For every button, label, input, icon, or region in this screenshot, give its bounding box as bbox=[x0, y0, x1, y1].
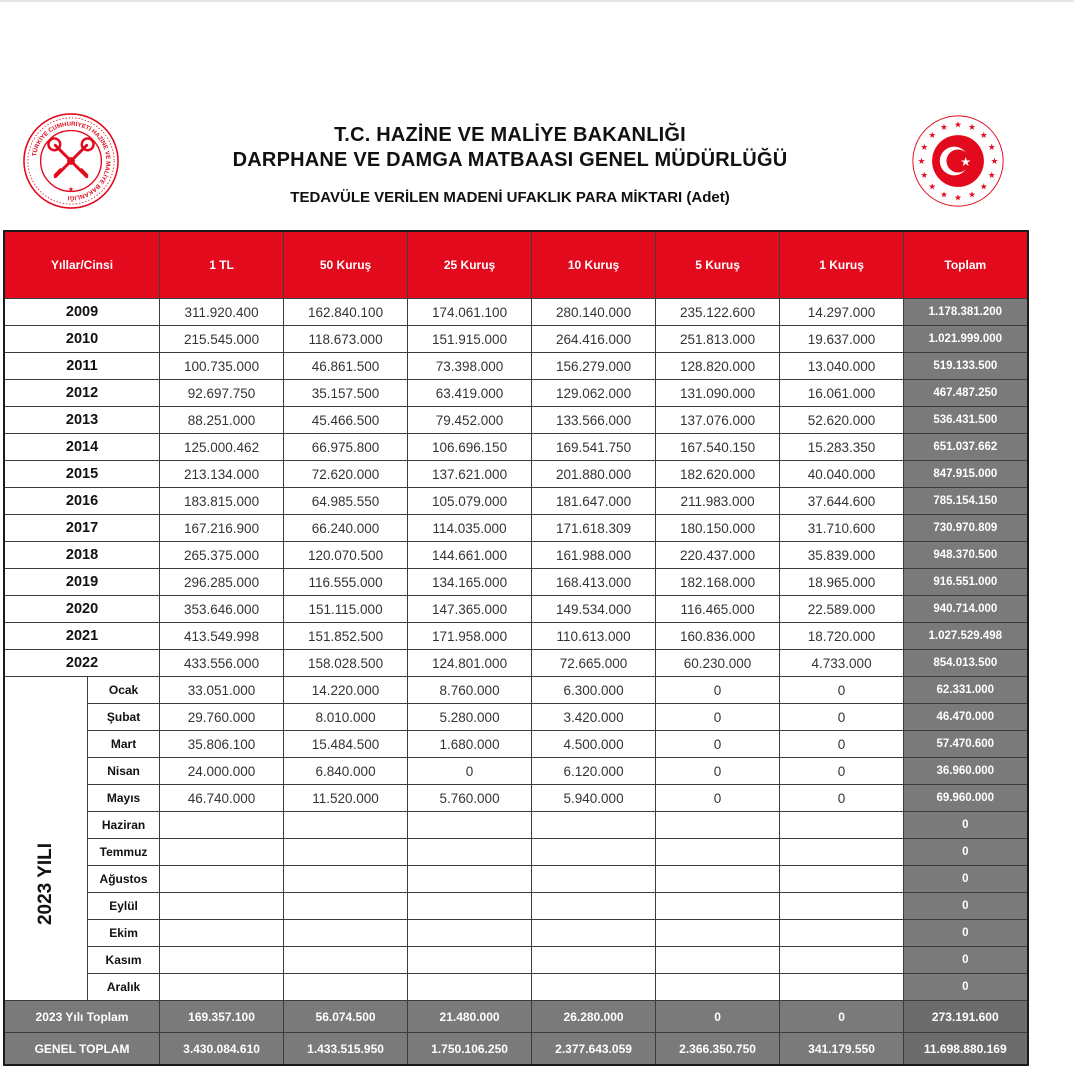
value-cell: 144.661.000 bbox=[408, 542, 532, 569]
row-total-cell: 0 bbox=[904, 920, 1028, 947]
value-cell bbox=[160, 812, 284, 839]
year-cell: 2018 bbox=[4, 542, 160, 569]
value-cell bbox=[160, 920, 284, 947]
value-cell bbox=[656, 866, 780, 893]
table-row-month bbox=[4, 974, 1028, 1001]
value-cell: 19.637.000 bbox=[780, 326, 904, 353]
value-cell bbox=[160, 839, 284, 866]
row-total-cell: 69.960.000 bbox=[904, 785, 1028, 812]
table-row-year bbox=[4, 596, 1028, 623]
value-cell: 18.720.000 bbox=[780, 623, 904, 650]
table-row-month bbox=[4, 785, 1028, 812]
table-row-month bbox=[4, 893, 1028, 920]
table-row-month bbox=[4, 947, 1028, 974]
value-cell: 151.915.000 bbox=[408, 326, 532, 353]
table-row-month bbox=[4, 812, 1028, 839]
year-cell: 2014 bbox=[4, 434, 160, 461]
svg-text:★: ★ bbox=[960, 153, 972, 169]
value-cell: 0 bbox=[656, 758, 780, 785]
seal-star-icon: ★ bbox=[987, 170, 996, 181]
row-total-cell: 0 bbox=[904, 893, 1028, 920]
summary-value-cell: 0 bbox=[656, 1001, 780, 1033]
table-row-month bbox=[4, 758, 1028, 785]
summary-value-cell: 1.433.515.950 bbox=[284, 1033, 408, 1066]
value-cell: 24.000.000 bbox=[160, 758, 284, 785]
month-cell: Mart bbox=[88, 731, 160, 758]
seal-star-icon: ★ bbox=[968, 123, 976, 134]
ministry-seal-logo bbox=[22, 112, 120, 210]
value-cell bbox=[160, 866, 284, 893]
year-cell: 2012 bbox=[4, 380, 160, 407]
coin-circulation-table bbox=[3, 230, 1029, 1066]
seal-star-icon: ★ bbox=[968, 190, 976, 201]
value-cell: 128.820.000 bbox=[656, 353, 780, 380]
year-cell: 2015 bbox=[4, 461, 160, 488]
value-cell: 182.168.000 bbox=[656, 569, 780, 596]
column-header: 5 Kuruş bbox=[656, 231, 780, 299]
value-cell: 100.735.000 bbox=[160, 353, 284, 380]
column-header: 10 Kuruş bbox=[532, 231, 656, 299]
value-cell: 167.216.900 bbox=[160, 515, 284, 542]
value-cell bbox=[532, 947, 656, 974]
row-total-cell: 0 bbox=[904, 839, 1028, 866]
column-header: Yıllar/Cinsi bbox=[4, 231, 160, 299]
value-cell: 5.940.000 bbox=[532, 785, 656, 812]
value-cell bbox=[656, 893, 780, 920]
value-cell: 168.413.000 bbox=[532, 569, 656, 596]
value-cell: 5.760.000 bbox=[408, 785, 532, 812]
value-cell: 311.920.400 bbox=[160, 299, 284, 326]
row-total-cell: 62.331.000 bbox=[904, 677, 1028, 704]
top-divider bbox=[0, 0, 1074, 2]
value-cell bbox=[780, 893, 904, 920]
value-cell: 52.620.000 bbox=[780, 407, 904, 434]
table-row-year bbox=[4, 569, 1028, 596]
value-cell: 35.806.100 bbox=[160, 731, 284, 758]
value-cell: 35.157.500 bbox=[284, 380, 408, 407]
value-cell: 110.613.000 bbox=[532, 623, 656, 650]
value-cell: 22.589.000 bbox=[780, 596, 904, 623]
row-total-cell: 948.370.500 bbox=[904, 542, 1028, 569]
seal-star-icon: ★ bbox=[920, 142, 929, 153]
year-cell: 2019 bbox=[4, 569, 160, 596]
value-cell bbox=[160, 893, 284, 920]
value-cell bbox=[284, 920, 408, 947]
column-header: 1 Kuruş bbox=[780, 231, 904, 299]
value-cell: 114.035.000 bbox=[408, 515, 532, 542]
month-cell: Ağustos bbox=[88, 866, 160, 893]
value-cell: 88.251.000 bbox=[160, 407, 284, 434]
table-row-year bbox=[4, 434, 1028, 461]
value-cell: 280.140.000 bbox=[532, 299, 656, 326]
seal-star-icon: ★ bbox=[928, 182, 937, 193]
table-row-month bbox=[4, 920, 1028, 947]
month-cell: Şubat bbox=[88, 704, 160, 731]
summary-value-cell: 21.480.000 bbox=[408, 1001, 532, 1033]
value-cell: 180.150.000 bbox=[656, 515, 780, 542]
value-cell bbox=[532, 920, 656, 947]
year-cell: 2013 bbox=[4, 407, 160, 434]
value-cell: 171.618.309 bbox=[532, 515, 656, 542]
value-cell: 181.647.000 bbox=[532, 488, 656, 515]
value-cell: 0 bbox=[656, 785, 780, 812]
value-cell bbox=[408, 893, 532, 920]
row-total-cell: 1.027.529.498 bbox=[904, 623, 1028, 650]
seal-star-icon: ★ bbox=[928, 131, 937, 142]
value-cell: 29.760.000 bbox=[160, 704, 284, 731]
table-row-year bbox=[4, 515, 1028, 542]
value-cell: 182.620.000 bbox=[656, 461, 780, 488]
summary-label-cell: 2023 Yılı Toplam bbox=[4, 1001, 160, 1033]
table-row-grand-total bbox=[4, 1033, 1028, 1066]
value-cell: 124.801.000 bbox=[408, 650, 532, 677]
value-cell: 73.398.000 bbox=[408, 353, 532, 380]
year-cell: 2016 bbox=[4, 488, 160, 515]
value-cell: 18.965.000 bbox=[780, 569, 904, 596]
month-cell: Haziran bbox=[88, 812, 160, 839]
month-cell: Ocak bbox=[88, 677, 160, 704]
year-2023-label-cell bbox=[4, 677, 88, 1001]
value-cell bbox=[780, 812, 904, 839]
value-cell: 4.733.000 bbox=[780, 650, 904, 677]
value-cell bbox=[284, 812, 408, 839]
value-cell: 0 bbox=[780, 785, 904, 812]
value-cell: 14.297.000 bbox=[780, 299, 904, 326]
value-cell: 31.710.600 bbox=[780, 515, 904, 542]
value-cell: 0 bbox=[780, 704, 904, 731]
row-total-cell: 467.487.250 bbox=[904, 380, 1028, 407]
value-cell: 220.437.000 bbox=[656, 542, 780, 569]
value-cell: 264.416.000 bbox=[532, 326, 656, 353]
value-cell: 37.644.600 bbox=[780, 488, 904, 515]
value-cell bbox=[284, 893, 408, 920]
value-cell: 15.484.500 bbox=[284, 731, 408, 758]
value-cell: 8.760.000 bbox=[408, 677, 532, 704]
value-cell: 0 bbox=[408, 758, 532, 785]
table-row-year bbox=[4, 353, 1028, 380]
value-cell: 60.230.000 bbox=[656, 650, 780, 677]
row-total-cell: 0 bbox=[904, 974, 1028, 1001]
value-cell bbox=[532, 839, 656, 866]
row-total-cell: 57.470.600 bbox=[904, 731, 1028, 758]
row-total-cell: 46.470.000 bbox=[904, 704, 1028, 731]
value-cell: 118.673.000 bbox=[284, 326, 408, 353]
value-cell: 16.061.000 bbox=[780, 380, 904, 407]
value-cell bbox=[780, 947, 904, 974]
value-cell: 63.419.000 bbox=[408, 380, 532, 407]
value-cell bbox=[656, 812, 780, 839]
value-cell: 116.555.000 bbox=[284, 569, 408, 596]
value-cell: 125.000.462 bbox=[160, 434, 284, 461]
value-cell: 169.541.750 bbox=[532, 434, 656, 461]
table-row-year bbox=[4, 407, 1028, 434]
summary-value-cell: 341.179.550 bbox=[780, 1033, 904, 1066]
table-row-year bbox=[4, 650, 1028, 677]
seal-star-icon: ★ bbox=[954, 193, 962, 204]
value-cell: 45.466.500 bbox=[284, 407, 408, 434]
column-header: 50 Kuruş bbox=[284, 231, 408, 299]
value-cell: 235.122.600 bbox=[656, 299, 780, 326]
value-cell: 72.665.000 bbox=[532, 650, 656, 677]
value-cell: 105.079.000 bbox=[408, 488, 532, 515]
year-cell: 2017 bbox=[4, 515, 160, 542]
value-cell: 79.452.000 bbox=[408, 407, 532, 434]
year-cell: 2009 bbox=[4, 299, 160, 326]
value-cell bbox=[284, 974, 408, 1001]
row-total-cell: 854.013.500 bbox=[904, 650, 1028, 677]
value-cell: 129.062.000 bbox=[532, 380, 656, 407]
table-row-year bbox=[4, 488, 1028, 515]
table-row-year bbox=[4, 326, 1028, 353]
row-total-cell: 0 bbox=[904, 812, 1028, 839]
value-cell bbox=[532, 866, 656, 893]
value-cell: 40.040.000 bbox=[780, 461, 904, 488]
value-cell: 149.534.000 bbox=[532, 596, 656, 623]
table-row-month bbox=[4, 677, 1028, 704]
value-cell bbox=[284, 839, 408, 866]
value-cell: 11.520.000 bbox=[284, 785, 408, 812]
value-cell: 265.375.000 bbox=[160, 542, 284, 569]
table-row-month bbox=[4, 866, 1028, 893]
value-cell: 0 bbox=[656, 731, 780, 758]
seal-star-icon: ★ bbox=[940, 123, 948, 134]
row-total-cell: 916.551.000 bbox=[904, 569, 1028, 596]
table-row-year bbox=[4, 461, 1028, 488]
table-row-2023-total bbox=[4, 1001, 1028, 1033]
value-cell bbox=[284, 866, 408, 893]
month-cell: Aralık bbox=[88, 974, 160, 1001]
summary-value-cell: 26.280.000 bbox=[532, 1001, 656, 1033]
value-cell bbox=[532, 974, 656, 1001]
row-total-cell: 0 bbox=[904, 947, 1028, 974]
row-total-cell: 1.178.381.200 bbox=[904, 299, 1028, 326]
value-cell: 6.300.000 bbox=[532, 677, 656, 704]
value-cell: 46.861.500 bbox=[284, 353, 408, 380]
value-cell: 92.697.750 bbox=[160, 380, 284, 407]
month-cell: Mayıs bbox=[88, 785, 160, 812]
value-cell: 15.283.350 bbox=[780, 434, 904, 461]
value-cell: 66.240.000 bbox=[284, 515, 408, 542]
value-cell: 6.120.000 bbox=[532, 758, 656, 785]
value-cell bbox=[780, 920, 904, 947]
value-cell: 106.696.150 bbox=[408, 434, 532, 461]
summary-value-cell: 1.750.106.250 bbox=[408, 1033, 532, 1066]
table-subtitle: TEDAVÜLE VERİLEN MADENİ UFAKLIK PARA MİKTARI (Adet) bbox=[290, 189, 730, 206]
table-row-year bbox=[4, 542, 1028, 569]
month-cell: Ekim bbox=[88, 920, 160, 947]
value-cell: 151.852.500 bbox=[284, 623, 408, 650]
value-cell: 183.815.000 bbox=[160, 488, 284, 515]
value-cell: 120.070.500 bbox=[284, 542, 408, 569]
value-cell bbox=[160, 974, 284, 1001]
table-header-row bbox=[4, 231, 1028, 299]
value-cell: 3.420.000 bbox=[532, 704, 656, 731]
summary-value-cell: 169.357.100 bbox=[160, 1001, 284, 1033]
value-cell bbox=[780, 974, 904, 1001]
value-cell: 353.646.000 bbox=[160, 596, 284, 623]
svg-text:★: ★ bbox=[67, 186, 75, 194]
seal-star-icon: ★ bbox=[917, 156, 926, 167]
value-cell: 0 bbox=[780, 677, 904, 704]
value-cell bbox=[408, 947, 532, 974]
summary-label-cell: GENEL TOPLAM bbox=[4, 1033, 160, 1066]
row-total-cell: 536.431.500 bbox=[904, 407, 1028, 434]
row-total-cell: 0 bbox=[904, 866, 1028, 893]
value-cell bbox=[532, 812, 656, 839]
value-cell: 296.285.000 bbox=[160, 569, 284, 596]
seal-star-icon: ★ bbox=[920, 170, 929, 181]
value-cell: 13.040.000 bbox=[780, 353, 904, 380]
value-cell: 133.566.000 bbox=[532, 407, 656, 434]
value-cell: 211.983.000 bbox=[656, 488, 780, 515]
column-header: Toplam bbox=[904, 231, 1028, 299]
month-cell: Kasım bbox=[88, 947, 160, 974]
row-total-cell: 36.960.000 bbox=[904, 758, 1028, 785]
year-cell: 2010 bbox=[4, 326, 160, 353]
table-row-month bbox=[4, 731, 1028, 758]
table-row-year bbox=[4, 623, 1028, 650]
value-cell: 158.028.500 bbox=[284, 650, 408, 677]
value-cell bbox=[656, 947, 780, 974]
year-cell: 2022 bbox=[4, 650, 160, 677]
value-cell: 413.549.998 bbox=[160, 623, 284, 650]
summary-value-cell: 3.430.084.610 bbox=[160, 1033, 284, 1066]
month-cell: Eylül bbox=[88, 893, 160, 920]
page-title-ministry: T.C. HAZİNE VE MALİYE BAKANLIĞI bbox=[334, 124, 686, 146]
value-cell: 433.556.000 bbox=[160, 650, 284, 677]
value-cell bbox=[284, 947, 408, 974]
value-cell: 0 bbox=[656, 677, 780, 704]
presidential-seal-logo bbox=[910, 112, 1006, 210]
value-cell: 0 bbox=[780, 731, 904, 758]
value-cell bbox=[408, 812, 532, 839]
value-cell: 137.621.000 bbox=[408, 461, 532, 488]
value-cell: 0 bbox=[656, 704, 780, 731]
row-total-cell: 651.037.662 bbox=[904, 434, 1028, 461]
value-cell: 6.840.000 bbox=[284, 758, 408, 785]
table-row-month bbox=[4, 839, 1028, 866]
seal-star-icon: ★ bbox=[979, 182, 988, 193]
value-cell: 0 bbox=[780, 758, 904, 785]
row-total-cell: 519.133.500 bbox=[904, 353, 1028, 380]
seal-star-icon: ★ bbox=[954, 120, 962, 131]
value-cell bbox=[160, 947, 284, 974]
value-cell: 160.836.000 bbox=[656, 623, 780, 650]
row-total-cell: 730.970.809 bbox=[904, 515, 1028, 542]
value-cell: 174.061.100 bbox=[408, 299, 532, 326]
value-cell: 1.680.000 bbox=[408, 731, 532, 758]
seal-circular-text: TÜRKİYE CUMHURİYETİ HAZİNE VE MALİYE BAKANLIĞI bbox=[32, 121, 111, 201]
value-cell: 46.740.000 bbox=[160, 785, 284, 812]
row-total-cell: 847.915.000 bbox=[904, 461, 1028, 488]
value-cell: 14.220.000 bbox=[284, 677, 408, 704]
month-cell: Nisan bbox=[88, 758, 160, 785]
value-cell: 251.813.000 bbox=[656, 326, 780, 353]
year-cell: 2020 bbox=[4, 596, 160, 623]
value-cell: 8.010.000 bbox=[284, 704, 408, 731]
seal-star-icon: ★ bbox=[987, 142, 996, 153]
value-cell bbox=[408, 974, 532, 1001]
value-cell: 5.280.000 bbox=[408, 704, 532, 731]
value-cell: 137.076.000 bbox=[656, 407, 780, 434]
table-row-month bbox=[4, 704, 1028, 731]
summary-value-cell: 56.074.500 bbox=[284, 1001, 408, 1033]
summary-total-cell: 11.698.880.169 bbox=[904, 1033, 1028, 1066]
value-cell: 147.365.000 bbox=[408, 596, 532, 623]
value-cell: 116.465.000 bbox=[656, 596, 780, 623]
value-cell: 4.500.000 bbox=[532, 731, 656, 758]
value-cell: 66.975.800 bbox=[284, 434, 408, 461]
summary-value-cell: 0 bbox=[780, 1001, 904, 1033]
row-total-cell: 785.154.150 bbox=[904, 488, 1028, 515]
month-cell: Temmuz bbox=[88, 839, 160, 866]
value-cell bbox=[656, 839, 780, 866]
column-header: 1 TL bbox=[160, 231, 284, 299]
year-2023-label: 2023 YILI bbox=[35, 842, 57, 925]
value-cell: 161.988.000 bbox=[532, 542, 656, 569]
value-cell: 156.279.000 bbox=[532, 353, 656, 380]
value-cell: 167.540.150 bbox=[656, 434, 780, 461]
value-cell: 134.165.000 bbox=[408, 569, 532, 596]
column-header: 25 Kuruş bbox=[408, 231, 532, 299]
table-row-year bbox=[4, 299, 1028, 326]
value-cell bbox=[780, 839, 904, 866]
value-cell: 201.880.000 bbox=[532, 461, 656, 488]
table-row-year bbox=[4, 380, 1028, 407]
value-cell: 215.545.000 bbox=[160, 326, 284, 353]
year-cell: 2021 bbox=[4, 623, 160, 650]
seal-star-icon: ★ bbox=[979, 131, 988, 142]
seal-star-icon: ★ bbox=[990, 156, 999, 167]
value-cell bbox=[408, 866, 532, 893]
value-cell bbox=[408, 839, 532, 866]
row-total-cell: 940.714.000 bbox=[904, 596, 1028, 623]
value-cell: 162.840.100 bbox=[284, 299, 408, 326]
summary-value-cell: 2.377.643.059 bbox=[532, 1033, 656, 1066]
value-cell: 131.090.000 bbox=[656, 380, 780, 407]
value-cell bbox=[656, 974, 780, 1001]
value-cell: 35.839.000 bbox=[780, 542, 904, 569]
value-cell: 72.620.000 bbox=[284, 461, 408, 488]
value-cell: 171.958.000 bbox=[408, 623, 532, 650]
summary-value-cell: 2.366.350.750 bbox=[656, 1033, 780, 1066]
value-cell: 33.051.000 bbox=[160, 677, 284, 704]
value-cell bbox=[656, 920, 780, 947]
value-cell bbox=[532, 893, 656, 920]
value-cell: 151.115.000 bbox=[284, 596, 408, 623]
value-cell: 64.985.550 bbox=[284, 488, 408, 515]
value-cell bbox=[408, 920, 532, 947]
row-total-cell: 1.021.999.000 bbox=[904, 326, 1028, 353]
summary-total-cell: 273.191.600 bbox=[904, 1001, 1028, 1033]
value-cell: 213.134.000 bbox=[160, 461, 284, 488]
page-title-directorate: DARPHANE VE DAMGA MATBAASI GENEL MÜDÜRLÜĞÜ bbox=[232, 149, 788, 171]
year-cell: 2011 bbox=[4, 353, 160, 380]
seal-star-icon: ★ bbox=[940, 190, 948, 201]
value-cell bbox=[780, 866, 904, 893]
